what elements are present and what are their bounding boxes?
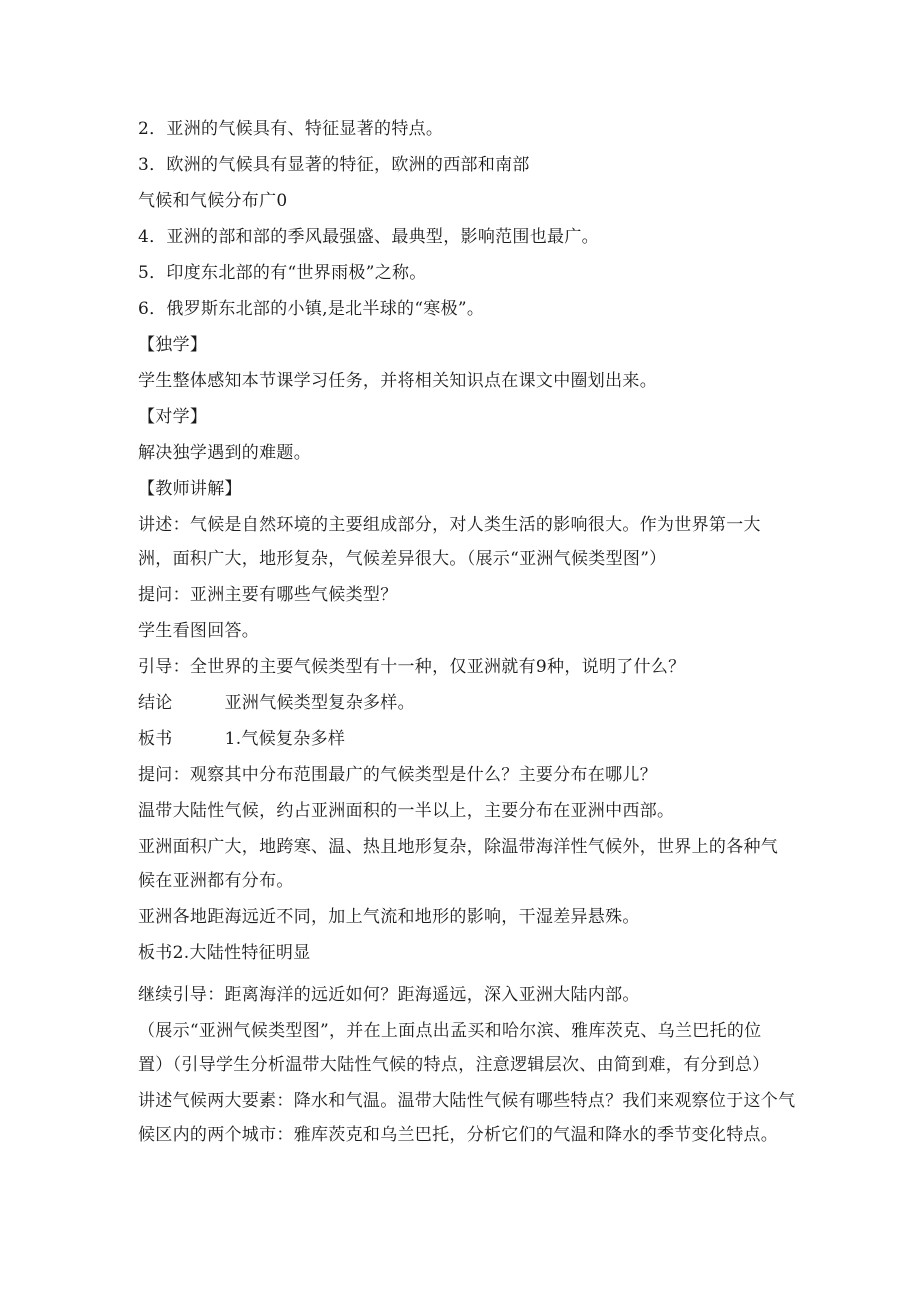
paragraph: 学生整体感知本节课学习任务，并将相关知识点在课文中圈划出来。 [138,371,657,391]
paragraph: 温带大陆性气候，约占亚洲面积的一半以上，主要分布在亚洲中西部。 [138,801,675,821]
paragraph: 引导：全世界的主要气候类型有十一种，仅亚洲就有9种，说明了什么？ [138,657,686,677]
paragraph-line: 候在亚洲都有分布。 [138,871,294,891]
item-3: 3．欧洲的气候具有显著的特征，欧洲的西部和南部 [138,155,530,175]
item-2: 2．亚洲的气候具有、特征显著的特点。 [138,119,444,139]
paragraph: 学生看图回答。 [138,621,260,641]
item-3-continued: 气候和气候分布广0 [138,191,288,211]
blackboard-text: 1.气候复杂多样 [224,729,346,749]
item-4: 4．亚洲的部和部的季风最强盛、最典型，影响范围也最广。 [138,227,599,247]
paragraph: 亚洲各地距海远近不同，加上气流和地形的影响，干湿差异悬殊。 [138,907,640,927]
paragraph-line: 置）（引导学生分析温带大陆性气候的特点，注意逻辑层次、由简到难，有分到总） [138,1055,770,1075]
paragraph: 提问：观察其中分布范围最广的气候类型是什么？主要分布在哪儿？ [138,765,657,785]
conclusion-label: 结论 [138,693,173,713]
blackboard-line [138,728,345,750]
blackboard-line-2: 板书2.大陆性特征明显 [138,943,311,963]
paragraph: 解决独学遇到的难题。 [138,443,311,463]
section-heading-solo-study: 【独学】 [138,335,208,355]
blackboard-label: 板书 [138,729,173,749]
paragraph-line: 洲，面积广大，地形复杂，气候差异很大。（展示“亚洲气候类型图”） [138,549,667,569]
conclusion-line [138,692,415,714]
paragraph: 继续引导：距离海洋的远近如何？距海遥远，深入亚洲大陆内部。 [138,985,640,1005]
paragraph: 提问：亚洲主要有哪些气候类型？ [138,585,398,605]
section-heading-pair-study: 【对学】 [138,407,208,427]
paragraph-line: 亚洲面积广大，地跨寒、温、热且地形复杂，除温带海洋性气候外，世界上的各种气 [138,837,779,857]
item-5: 5．印度东北部的有“世界雨极”之称。 [138,263,427,283]
section-heading-teacher-explanation: 【教师讲解】 [138,479,242,499]
paragraph-line: 讲述：气候是自然环境的主要组成部分，对人类生活的影响很大。作为世界第一大 [138,515,761,535]
conclusion-text: 亚洲气候类型复杂多样。 [224,693,415,713]
item-6: 6．俄罗斯东北部的小镇,是北半球的“寒极”。 [138,299,485,319]
paragraph-line: 讲述气候两大要素：降水和气温。温带大陆性气候有哪些特点？我们来观察位于这个气 [138,1091,796,1111]
paragraph-line: （展示“亚洲气候类型图”，并在上面点出孟买和哈尔滨、雅库茨克、乌兰巴托的位 [138,1021,762,1041]
paragraph-line: 候区内的两个城市：雅库茨克和乌兰巴托，分析它们的气温和降水的季节变化特点。 [138,1125,779,1145]
